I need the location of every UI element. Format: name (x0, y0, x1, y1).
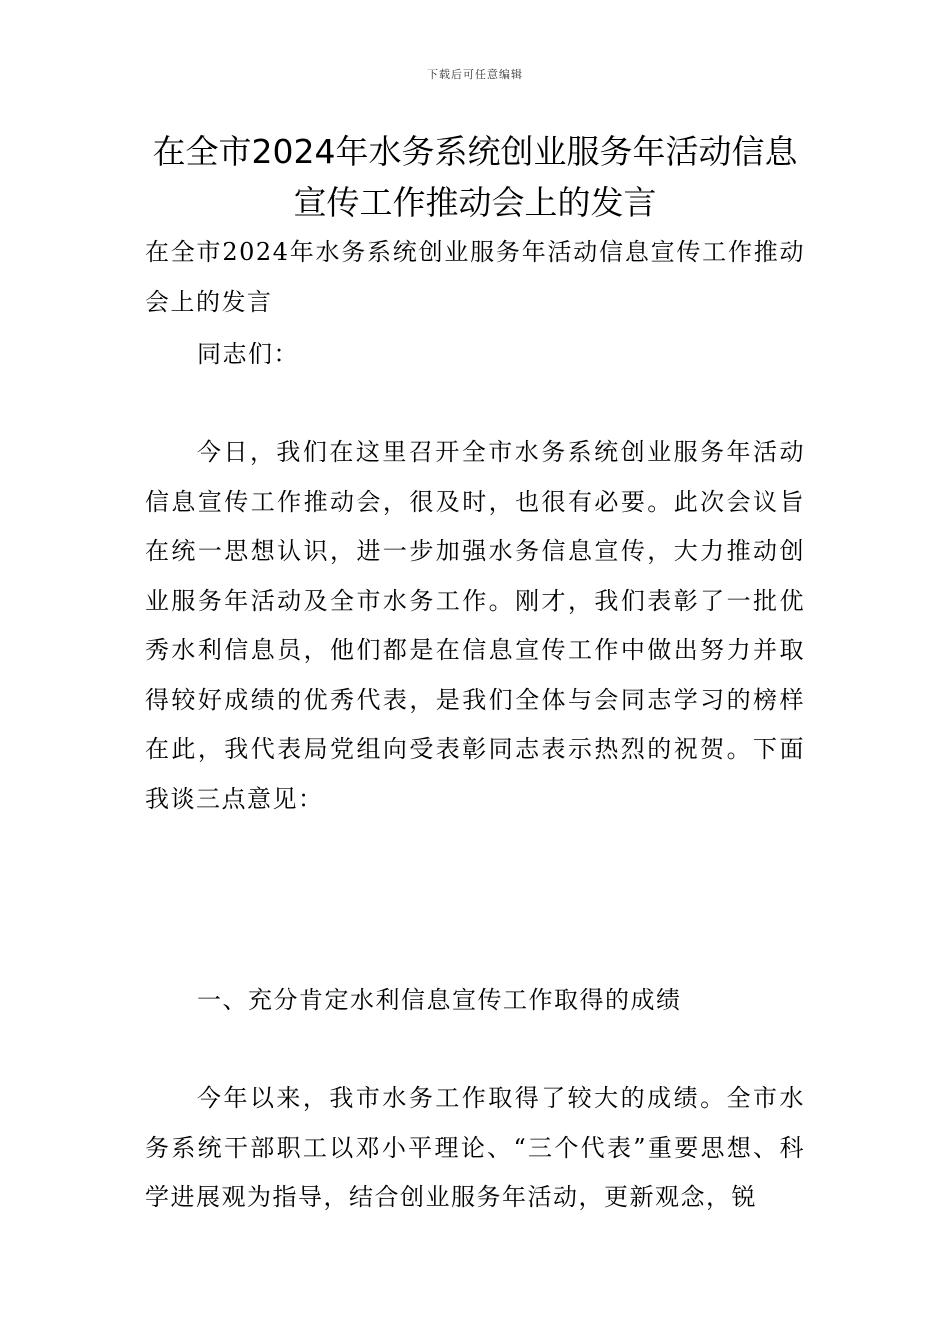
body-paragraph: 今日，我们在这里召开全市水务系统创业服务年活动信息宣传工作推动会，很及时，也很有必要。此次会议旨在统一思想认识，进一步加强水务信息宣传，大力推动创业服务年活动及全市水务工作。刚才，我们表彰了一批优秀水利信息员，他们都是在信息宣传工作中做出努力并取得较好成绩的优秀代表，是我们全体与会同志学习的榜样在此，我代表局党组向受表彰同志表示热烈的祝贺。下面我谈三点意见： (145, 438, 805, 813)
document-title: 在全市2024年水务系统创业服务年活动信息宣传工作推动会上的发言 (152, 132, 798, 222)
greeting-line: 同志们： (197, 340, 299, 368)
section-heading: 一、充分肯定水利信息宣传工作取得的成绩 (197, 986, 682, 1014)
body-paragraph: 今年以来，我市水务工作取得了较大的成绩。全市水务系统干部职工以邓小平理论、“三个代表”重要思想、科学进展观为指导，结合创业服务年活动，更新观念，锐 (145, 1084, 805, 1211)
watermark-text: 下载后可任意编辑 (427, 68, 523, 81)
document-subtitle: 在全市2024年水务系统创业服务年活动信息宣传工作推动会上的发言 (145, 238, 805, 316)
